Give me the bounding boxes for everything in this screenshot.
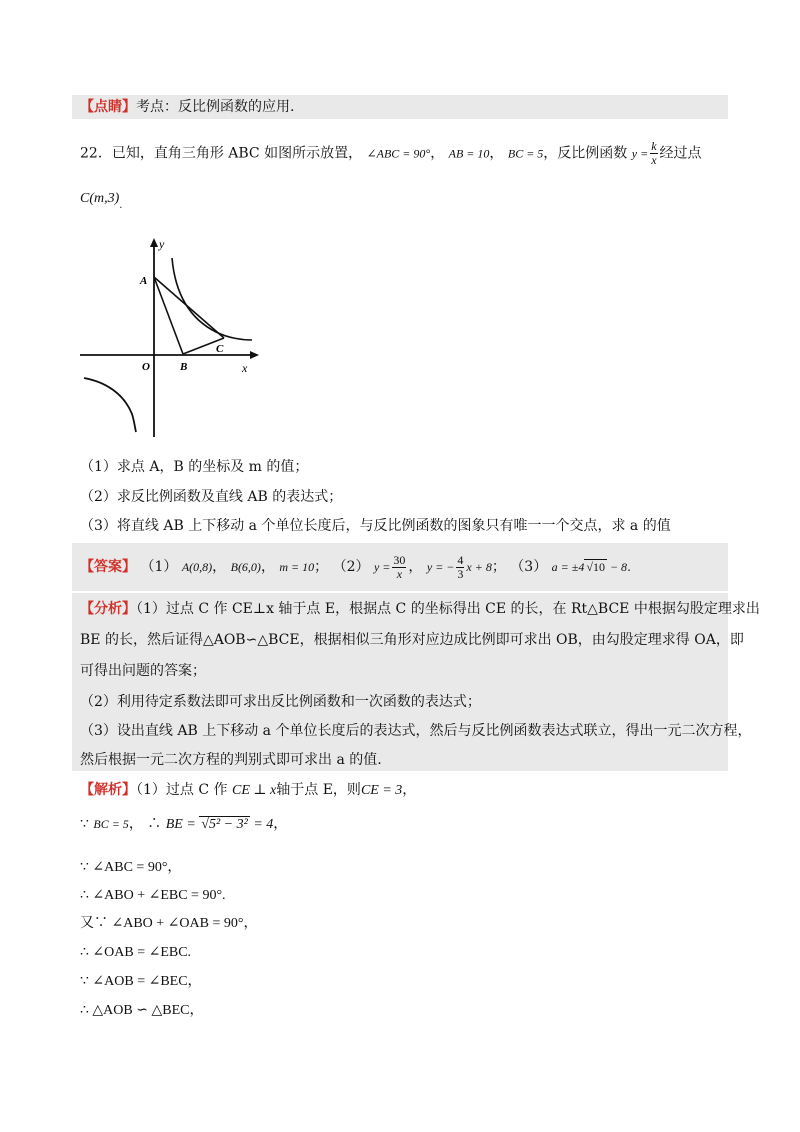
solution-be: BE = <box>165 817 200 832</box>
solution-ce-value: CE = 3 <box>360 783 403 798</box>
solution-step-4: ∴ ∠OAB = ∠EBC. <box>80 945 192 960</box>
solution-step-5: ∵ ∠AOB = ∠BEC， <box>80 974 202 989</box>
label-x: x <box>242 361 248 375</box>
answer-part-3: （3） <box>510 559 548 575</box>
solution-bc: BC = 5 <box>93 817 129 831</box>
answer-line-numerator: 4 <box>457 552 464 567</box>
point-line <box>80 188 122 216</box>
answer-line: 【答案】 （1） A(0,8)， B(6,0)， m = 10； （2） y = $\frac{30}{x}$ ， y = − $\frac{4}{3}$ x + 8； （3） a = ±4 √10 − 8. <box>80 552 631 581</box>
solution-step-1: ∵ ∠ABC = 90°， <box>80 860 182 875</box>
point-dot: . <box>119 200 123 211</box>
answer-a-pre: a = ±4 <box>551 560 585 574</box>
analysis-line-3: 可得出问题的答案； <box>80 663 206 679</box>
answer-fn-denominator: x <box>396 566 403 581</box>
solution-perpendicular: CE ⊥ x <box>231 783 277 798</box>
analysis-text-1: （1）过点 C 作 CE⊥x 轴于点 E，根据点 C 的坐标得出 CE 的长，在 Rt△BCE 中根据勾股定理求出 <box>136 601 760 617</box>
answer-fn-numerator: 30 <box>393 552 406 567</box>
bc-condition: BC = 5 <box>507 146 544 161</box>
answer-line-rest: x + 8 <box>466 560 492 574</box>
answer-line-y: y = − <box>426 560 455 574</box>
analysis-line-1 <box>80 599 760 619</box>
solution-l1-pre: （1）过点 C 作 <box>136 782 228 798</box>
coordinate-figure <box>76 232 266 442</box>
tip-text: 考点：反比例函数的应用. <box>136 99 295 115</box>
tip-line <box>80 97 294 117</box>
answer-a-value <box>552 559 627 574</box>
solution-step-2: ∴ ∠ABO + ∠EBC = 90°. <box>80 888 226 903</box>
label-c: C <box>216 343 224 355</box>
solution-therefore: ∴ <box>147 816 162 832</box>
hyperbola-branch-3 <box>84 378 136 432</box>
analysis-line-2: BE 的长，然后证得△AOB∽△BCE，根据相似三角形对应边成比例即可求出 OB，由勾股定理求得 OA，即 <box>80 632 744 648</box>
analysis-line-4: （2）利用待定系数法即可求出反比例函数和一次函数的表达式； <box>80 694 481 710</box>
label-a: A <box>140 275 148 287</box>
answer-line-fraction <box>456 554 464 581</box>
solution-l1-end: ， <box>402 782 417 798</box>
solution-l1-mid: 轴于点 E，则 <box>276 782 361 798</box>
answer-semicolon-1: ； <box>314 559 329 575</box>
function-denominator: x <box>651 153 657 167</box>
solution-line-2 <box>80 812 287 837</box>
answer-b-coord: B(6,0) <box>230 560 261 574</box>
answer-part-1: （1） <box>140 559 178 575</box>
ab-condition: AB = 10 <box>448 146 490 161</box>
answer-a-post: − 8 <box>606 560 628 574</box>
solution-be-result: = 4 <box>249 817 274 832</box>
solution-since: ∵ <box>80 816 89 832</box>
analysis-line-6: 然后根据一元二次方程的判别式即可求出 a 的值. <box>80 752 382 768</box>
answer-a-radicand: 10 <box>592 560 605 574</box>
answer-fn-y: y = <box>373 560 391 574</box>
angle-condition: ∠ABC = 90° <box>366 146 431 161</box>
answer-part-2: （2） <box>332 559 370 575</box>
answer-a-coord: A(0,8) <box>181 560 213 574</box>
point-c: C(m,3) <box>80 191 120 206</box>
answer-line-denominator: 3 <box>457 566 464 581</box>
question-2: （2）求反比例函数及直线 AB 的表达式； <box>80 489 343 505</box>
x-axis-arrow <box>250 351 259 359</box>
question-3: （3）将直线 AB 上下移动 a 个单位长度后，与反比例函数的图象只有唯一一个交点，求 a 的值 <box>80 518 671 534</box>
question-1: （1）求点 A，B 的坐标及 m 的值； <box>80 459 309 475</box>
function-y: y = <box>631 146 649 161</box>
answer-tag: 【答案】 <box>80 559 136 575</box>
solution-l2-end: ， <box>273 816 288 832</box>
function-fraction <box>650 140 657 167</box>
solution-tag: 【解析】 <box>80 782 136 798</box>
tip-tag: 【点睛】 <box>80 99 136 115</box>
solution-step-6: ∴ △AOB ∽ △BEC， <box>80 1003 204 1018</box>
function-numerator: k <box>651 139 657 153</box>
problem-text-3: 经过点 <box>659 145 702 162</box>
problem-line: 22．已知，直角三角形 ABC 如图所示放置， ∠ABC = 90°， AB = 10， BC = 5，反比例函数 y = $\frac{k}{x}$ 经过点 <box>80 139 702 167</box>
solution-step-3: 又∵ ∠ABO + ∠OAB = 90°， <box>80 916 258 931</box>
solution-line-1 <box>80 780 416 801</box>
answer-m-value: m = 10 <box>279 560 315 574</box>
problem-number: 22． <box>80 145 112 162</box>
answer-semicolon-2: ； <box>491 559 506 575</box>
analysis-block <box>72 593 728 771</box>
analysis-tag: 【分析】 <box>80 601 136 617</box>
solution-be-radicand: 5² − 3² <box>208 817 248 832</box>
label-y: y <box>159 237 165 251</box>
answer-fn-fraction <box>392 554 406 581</box>
problem-text-2: ，反比例函数 <box>543 145 628 162</box>
label-b: B <box>180 361 188 373</box>
solution-l2-comma: ， <box>128 816 143 832</box>
label-o: O <box>142 361 150 373</box>
problem-text-1: 已知，直角三角形 ABC 如图所示放置， <box>111 145 363 162</box>
answer-a-radical: √10 <box>586 560 605 574</box>
y-axis-arrow <box>150 238 158 247</box>
segment-ac <box>154 277 224 338</box>
solution-be-radical: √5² − 3² <box>201 817 248 832</box>
analysis-line-5: （3）设出直线 AB 上下移动 a 个单位长度后的表达式，然后与反比例函数表达式联立，得出一元二次方程， <box>80 723 752 739</box>
